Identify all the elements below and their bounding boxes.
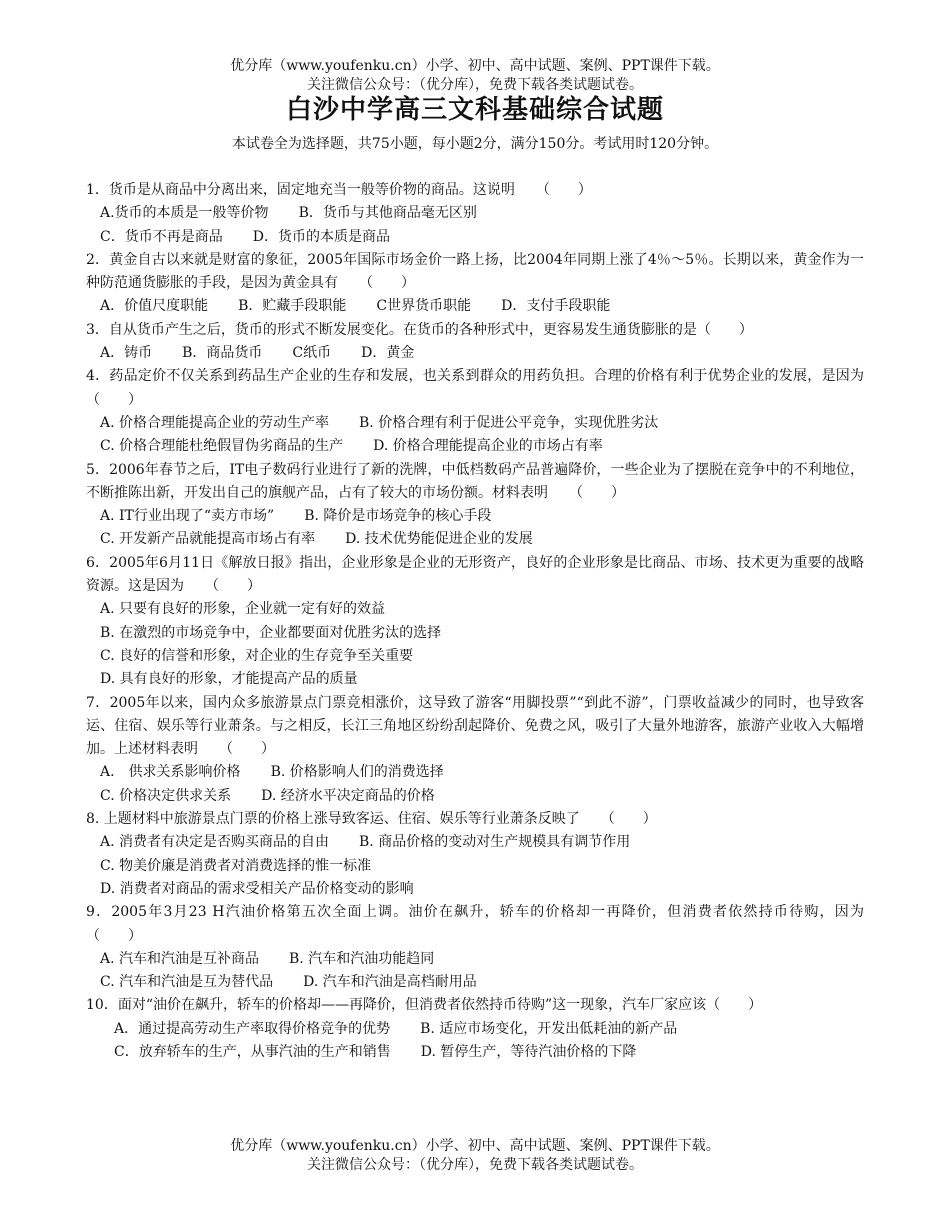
answer-option: B. 价格合理有利于促进公平竞争，实现优胜劣汰 — [359, 414, 659, 431]
question-8 — [86, 808, 864, 901]
option-row — [86, 295, 864, 318]
answer-option: D. 汽车和汽油是高档耐用品 — [303, 974, 477, 991]
answer-option: B. 适应市场变化，开发出低耗油的新产品 — [420, 1020, 678, 1037]
option-row — [86, 1041, 864, 1064]
exam-title: 白沙中学高三文科基础综合试题 — [285, 95, 664, 125]
question-3 — [86, 319, 864, 366]
question-stem: 1．货币是从商品中分离出来，固定地充当一般等价物的商品。这说明 （ ） — [86, 182, 592, 198]
answer-option: A．价值尺度职能 — [100, 298, 209, 315]
question-1 — [86, 179, 864, 249]
option-row — [86, 855, 864, 878]
exam-intro: 本试卷全为选择题，共75小题，每小题2分，满分150分。考试用时120分钟。 — [231, 136, 719, 152]
option-row — [86, 948, 864, 971]
answer-option: C. 汽车和汽油是互为替代品 — [100, 974, 274, 991]
answer-option: C世界货币职能 — [376, 298, 472, 315]
question-stem: 9．2005年3月23 H汽油价格第五次全面上调。油价在飙升，轿车的价格却一再降价，但消费者依然持币待购，因为 （ ） — [86, 904, 906, 944]
question-stem: 4．药品定价不仅关系到药品生产企业的生存和发展，也关系到群众的用药负担。合理的价格有利于优势企业的发展，是因为 （ ） — [86, 368, 892, 408]
option-row — [86, 435, 864, 458]
question-2 — [86, 249, 864, 319]
option-row — [86, 505, 864, 528]
answer-option: C．放弃轿车的生产，从事汽油的生产和销售 — [114, 1043, 391, 1060]
question-5 — [86, 459, 864, 552]
answer-option: A．铸币 — [100, 345, 153, 362]
answer-option: A．通过提高劳动生产率取得价格竞争的优势 — [114, 1020, 391, 1037]
option-row — [86, 831, 864, 854]
answer-option: D. 价格合理能提高企业的市场占有率 — [373, 438, 603, 455]
question-10 — [86, 994, 864, 1064]
answer-option: D. 技术优势能促进企业的发展 — [345, 531, 533, 548]
answer-option: D. 具有良好的形象，才能提高产品的质量 — [100, 671, 358, 688]
option-row — [86, 622, 864, 645]
option-row — [86, 342, 864, 365]
answer-option: A. 汽车和汽油是互补商品 — [100, 950, 260, 967]
answer-option: A. 供求关系影响价格 — [100, 764, 241, 781]
answer-option: A. 只要有良好的形象，企业就一定有好的效益 — [100, 601, 386, 618]
option-row — [86, 1018, 864, 1041]
answer-option: C. 价格合理能杜绝假冒伪劣商品的生产 — [100, 438, 344, 455]
footer-line-1: 优分库（www.youfenku.cn）小学、初中、高中试题、案例、PPT课件下载。 — [230, 1138, 720, 1154]
question-stem: 2．黄金自古以来就是财富的象征，2005年国际市场金价一路上扬，比2004年同期上涨了4％～5％。长期以来，黄金作为一种防范通货膨胀的手段，是因为黄金具有 （ ） — [86, 251, 864, 292]
answer-option: B．贮藏手段职能 — [238, 298, 347, 315]
answer-option: D．货币的本质是商品 — [252, 228, 390, 245]
answer-option: B. 价格影响人们的消费选择 — [270, 764, 444, 781]
answer-option: D. 暂停生产，等待汽油价格的下降 — [420, 1043, 637, 1060]
option-row — [86, 412, 864, 435]
answer-option: D．黄金 — [361, 345, 415, 362]
answer-option: D. 消费者对商品的需求受相关产品价格变动的影响 — [100, 880, 414, 897]
option-row — [86, 528, 864, 551]
answer-option: B. 降价是市场竞争的核心手段 — [304, 508, 492, 525]
question-stem: 10．面对“油价在飙升，轿车的价格却——再降价，但消费者依然持币待购”这一现象，汽车厂家应该（ ） — [86, 997, 763, 1014]
option-row — [86, 761, 864, 784]
answer-option: C．货币不再是商品 — [100, 228, 223, 245]
option-row — [86, 668, 864, 691]
option-row — [86, 598, 864, 621]
question-stem: 8. 上题材料中旅游景点门票的价格上涨导致客运、住宿、娱乐等行业萧条反映了 （ ） — [86, 811, 657, 828]
page-footer — [0, 1137, 950, 1175]
option-row — [86, 785, 864, 808]
question-stem: 6．2005年6月11日《解放日报》指出，企业形象是企业的无形资产，良好的企业形象是比商品、市场、技术更为重要的战略资源。这是因为 （ ） — [86, 554, 864, 595]
option-row — [86, 645, 864, 668]
question-list — [86, 179, 906, 1064]
answer-option: C. 价格决定供求关系 — [100, 787, 232, 804]
answer-option: B．商品货币 — [182, 345, 263, 362]
answer-option: D．支付手段职能 — [501, 298, 611, 315]
question-6 — [86, 552, 864, 692]
option-row — [86, 226, 864, 249]
page-header — [0, 57, 950, 95]
footer-line-2: 关注微信公众号：（优分库），免费下载各类试题试卷。 — [307, 1157, 643, 1173]
answer-option: B. 在激烈的市场竞争中，企业都要面对优胜劣汰的选择 — [100, 624, 442, 641]
answer-option: B．货币与其他商品毫无区别 — [298, 205, 477, 222]
answer-option: C. 良好的信誉和形象，对企业的生存竞争至关重要 — [100, 647, 414, 664]
answer-option: C. 物美价廉是消费者对消费选择的惟一标准 — [100, 857, 372, 874]
question-4 — [86, 365, 892, 458]
header-line-1: 优分库（www.youfenku.cn）小学、初中、高中试题、案例、PPT课件下载。 — [230, 58, 720, 74]
option-row — [86, 971, 864, 994]
question-7 — [86, 692, 864, 808]
option-row — [86, 202, 864, 225]
answer-option: A.货币的本质是一般等价物 — [100, 205, 269, 222]
answer-option: C. 开发新产品就能提高市场占有率 — [100, 531, 316, 548]
answer-option: C纸币 — [292, 345, 332, 362]
answer-option: A. IT行业出现了“卖方市场” — [100, 508, 275, 525]
answer-option: B. 汽车和汽油功能趋同 — [289, 950, 435, 967]
option-row — [86, 878, 864, 901]
question-stem: 3．自从货币产生之后，货币的形式不断发展变化。在货币的各种形式中，更容易发生通货膨胀的是（ ） — [86, 321, 753, 338]
question-stem: 5．2006年春节之后，IT电子数码行业进行了新的洗牌，中低档数码产品普遍降价，一些企业为了摆脱在竞争中的不利地位，不断推陈出新，开发出自己的旗舰产品，占有了较大的市场份额。材料表明 （ ） — [86, 461, 864, 501]
answer-option: B. 商品价格的变动对生产规模具有调节作用 — [359, 834, 631, 851]
answer-option: D. 经济水平决定商品的价格 — [261, 787, 435, 804]
answer-option: A. 价格合理能提高企业的劳动生产率 — [100, 414, 330, 431]
answer-option: A. 消费者有决定是否购买商品的自由 — [100, 834, 330, 851]
question-stem: 7．2005年以来，国内众多旅游景点门票竞相涨价，这导致了游客“用脚投票”“到此不游”，门票收益减少的同时，也导致客运、住宿、娱乐等行业萧条。与之相反，长江三角地区纷纷刮起降价、免费之风，吸引了大量外地游客，旅游产业收入大幅增加。上述材料表明 （ ） — [86, 694, 864, 758]
question-9 — [86, 901, 906, 994]
header-line-2: 关注微信公众号：（优分库），免费下载各类试题试卷。 — [307, 77, 643, 93]
